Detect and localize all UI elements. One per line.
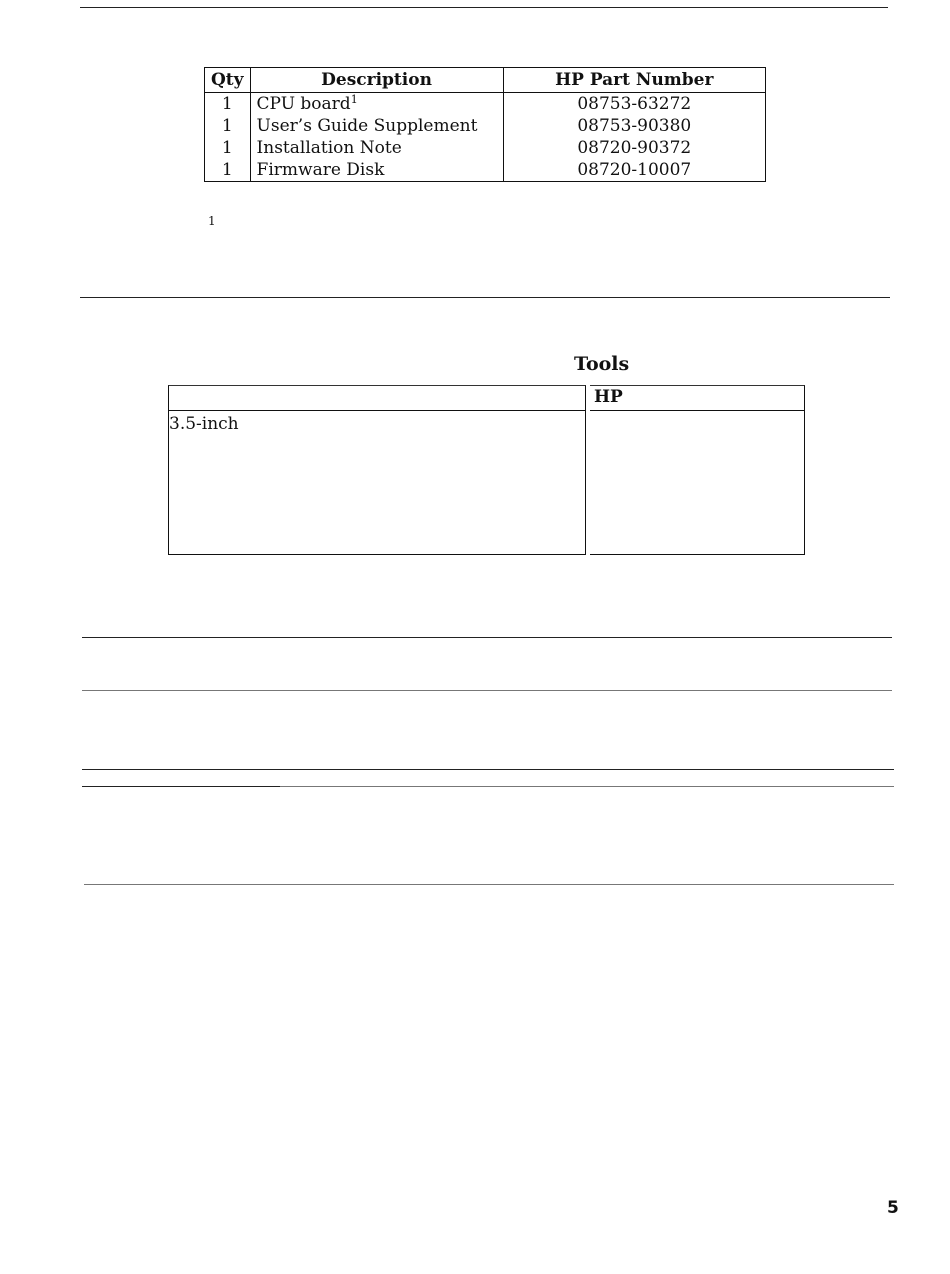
header-qty: Qty: [205, 68, 251, 93]
part-number-cell: 08720-90372: [503, 137, 765, 159]
tools-table: [168, 385, 805, 554]
parts-header-row: [205, 68, 766, 93]
section-rule: [80, 297, 890, 298]
table-row: [205, 93, 766, 116]
footnote-ref: 1: [350, 93, 358, 106]
section-rule: [82, 637, 892, 638]
footnote-marker: 1: [208, 214, 216, 228]
table-row: [205, 159, 766, 182]
qty-cell: 1: [205, 159, 251, 182]
tools-hp-column: [590, 385, 805, 555]
tools-header-rule-right: [590, 410, 804, 411]
tools-title: Tools: [574, 353, 630, 375]
top-rule: [80, 7, 888, 8]
section-rule: [84, 884, 894, 885]
part-number-cell: 08720-10007: [503, 159, 765, 182]
table-row: [205, 137, 766, 159]
tools-header-rule: [169, 410, 585, 411]
page-number: 5: [887, 1198, 899, 1218]
section-rule: [82, 690, 892, 691]
section-rule: [280, 786, 894, 787]
table-row: [205, 115, 766, 137]
part-number-cell: 08753-90380: [503, 115, 765, 137]
header-description: Description: [250, 68, 503, 93]
description-cell: Installation Note: [250, 137, 503, 159]
description-cell: User’s Guide Supplement: [250, 115, 503, 137]
qty-cell: 1: [205, 115, 251, 137]
tools-hp-header: HP: [594, 387, 623, 407]
description-text: CPU board: [256, 94, 351, 114]
tools-description-column: [168, 385, 586, 555]
description-cell: Firmware Disk: [250, 159, 503, 182]
description-cell: [250, 93, 503, 116]
part-number-cell: 08753-63272: [503, 93, 765, 116]
short-rule: [82, 786, 280, 787]
qty-cell: 1: [205, 137, 251, 159]
parts-table: [204, 67, 766, 182]
section-rule: [82, 769, 894, 770]
header-part-number: HP Part Number: [503, 68, 765, 93]
tools-item-text: 3.5-inch: [169, 414, 239, 434]
qty-cell: 1: [205, 93, 251, 116]
